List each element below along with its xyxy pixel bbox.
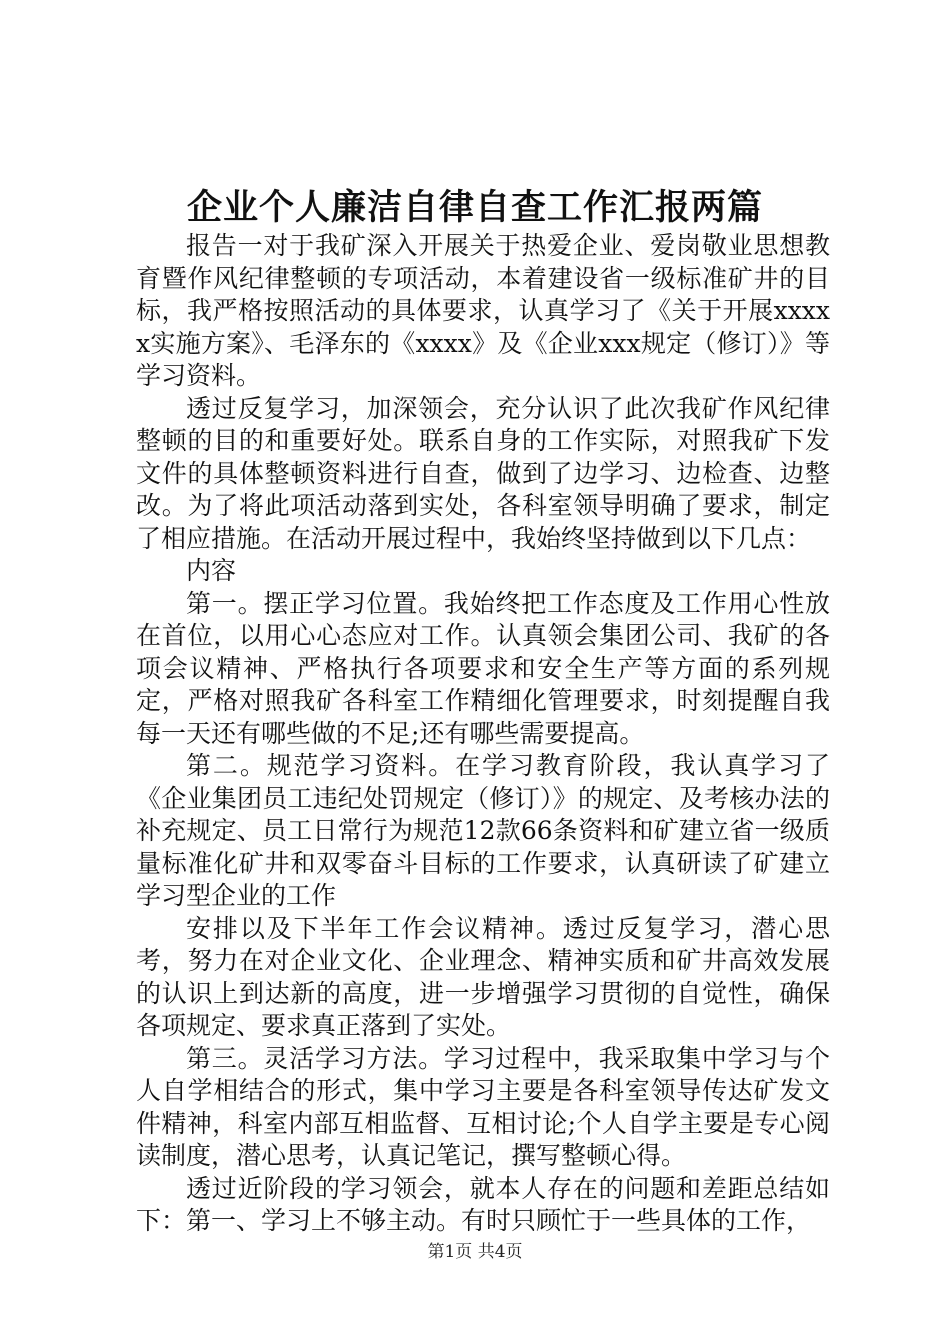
paragraph-6: 安排以及下半年工作会议精神。透过反复学习，潜心思考，努力在对企业文化、企业理念、精神实质和矿井高效发展的认识上到达新的高度，进一步增强学习贯彻的自觉性，确保各项规定、要求真正落到了实处。 bbox=[136, 913, 830, 1040]
document-title: 企业个人廉洁自律自查工作汇报两篇 bbox=[186, 187, 763, 228]
paragraph-2: 透过反复学习，加深领会，充分认识了此次我矿作风纪律整顿的目的和重要好处。联系自身的工作实际，对照我矿下发文件的具体整顿资料进行自查，做到了边学习、边检查、边整改。为了将此项活动落到实处，各科室领导明确了要求，制定了相应措施。在活动开展过程中，我始终坚持做到以下几点： bbox=[136, 393, 830, 553]
page-footer: 第1页 共4页 bbox=[427, 1242, 523, 1262]
paragraph-4: 第一。摆正学习位置。我始终把工作态度及工作用心性放在首位，以用心心态应对工作。认真领会集团公司、我矿的各项会议精神、严格执行各项要求和安全生产等方面的系列规定，严格对照我矿各科室工作精细化管理要求，时刻提醒自我每一天还有哪些做的不足;还有哪些需要提高。 bbox=[136, 588, 830, 748]
paragraph-5: 第二。规范学习资料。在学习教育阶段，我认真学习了《企业集团员工违纪处罚规定（修订）》的规定、及考核办法的补充规定、员工日常行为规范12款66条资料和矿建立省一级质量标准化矿井和双零奋斗目标的工作要求，认真研读了矿建立学习型企业的工作 bbox=[136, 751, 830, 910]
paragraph-7: 第三。灵活学习方法。学习过程中，我采取集中学习与个人自学相结合的形式，集中学习主要是各科室领导传达矿发文件精神，科室内部互相监督、互相讨论;个人自学主要是专心阅读制度，潜心思考，认真记笔记，撰写整顿心得。 bbox=[136, 1043, 830, 1170]
document-body bbox=[136, 230, 830, 1238]
paragraph-8: 透过近阶段的学习领会，就本人存在的问题和差距总结如下：第一、学习上不够主动。有时只顾忙于一些具体的工作， bbox=[136, 1173, 830, 1235]
paragraph-1: 报告一对于我矿深入开展关于热爱企业、爱岗敬业思想教育暨作风纪律整顿的专项活动，本着建设省一级标准矿井的目标，我严格按照活动的具体要求，认真学习了《关于开展xxxxx实施方案》、毛泽东的《xxxx》及《企业xxx规定（修订）》等学习资料。 bbox=[136, 231, 830, 390]
paragraph-3: 内容 bbox=[186, 556, 237, 585]
